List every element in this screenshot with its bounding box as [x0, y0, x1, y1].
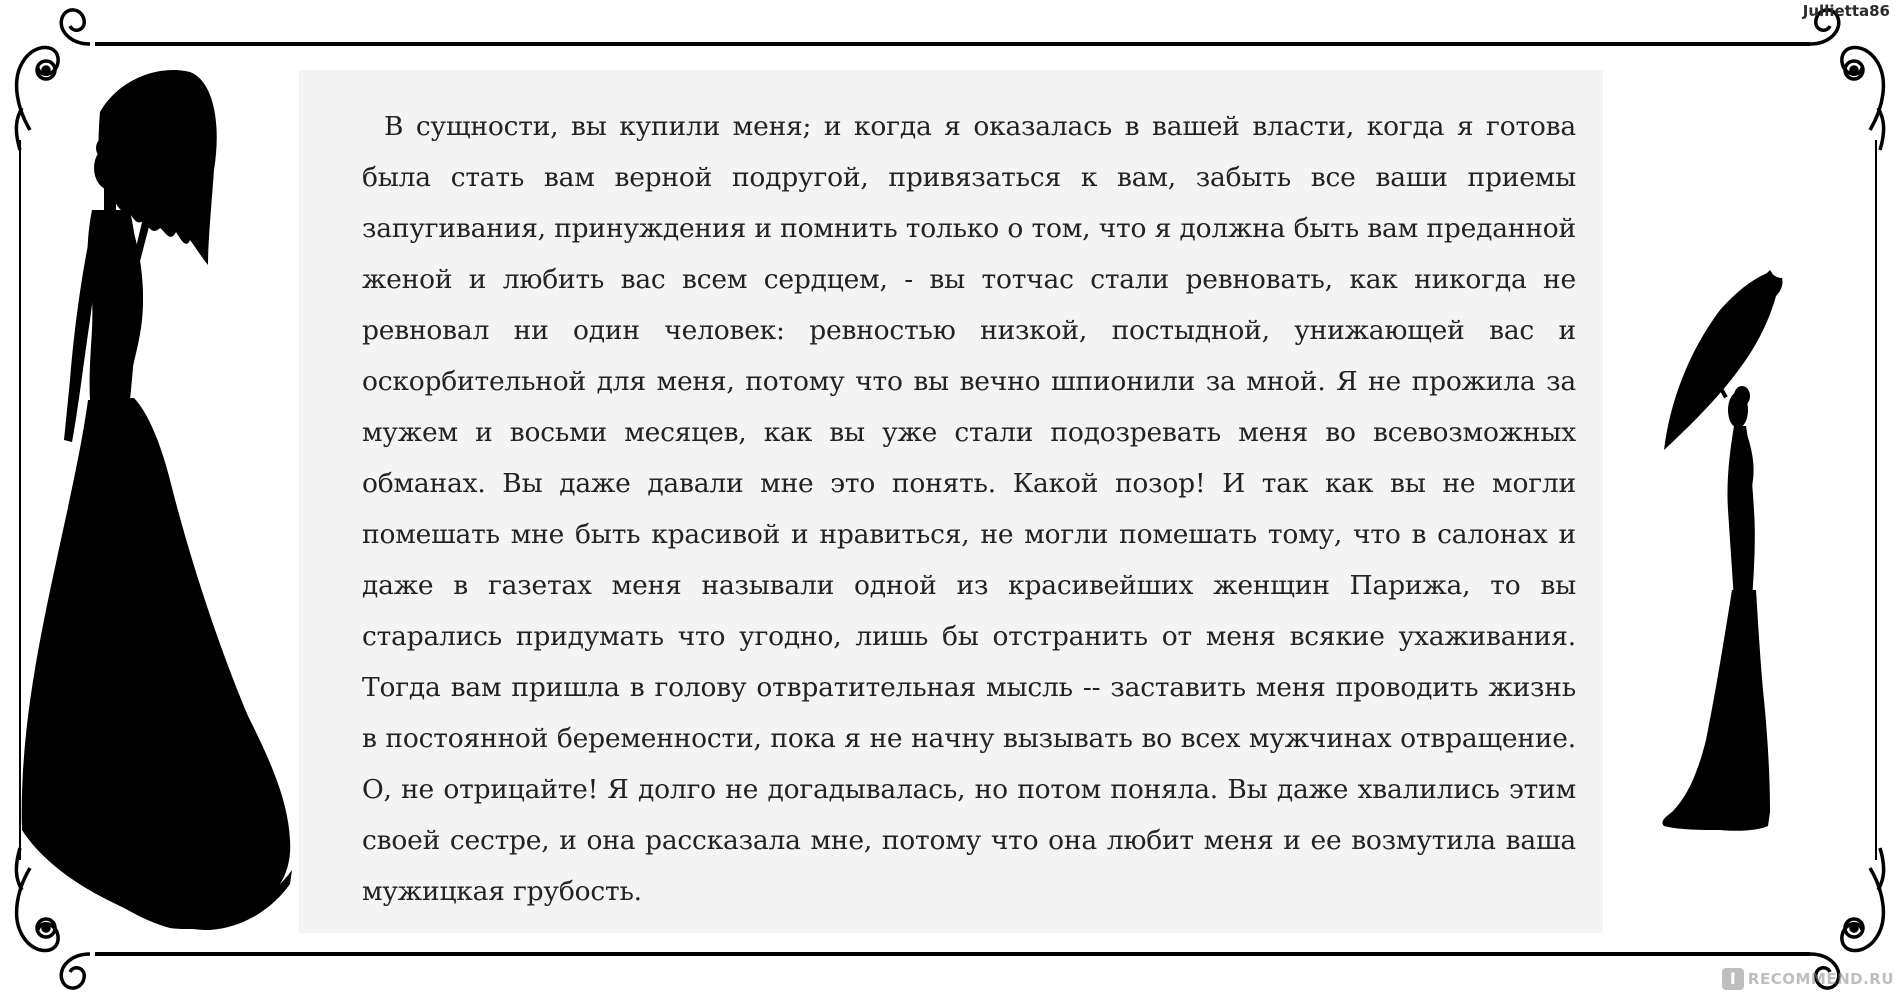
watermark-text: RECOMMEND.RU [1747, 970, 1894, 988]
corner-flourish-top-left [16, 10, 90, 150]
username-label[interactable]: Jullietta86 [1802, 2, 1890, 20]
recommend-logo-icon: I [1722, 968, 1744, 990]
corner-flourish-top-right [1810, 10, 1884, 150]
text-panel [299, 70, 1603, 933]
left-woman-silhouette [22, 70, 292, 930]
right-woman-silhouette [1662, 270, 1782, 831]
book-passage: В сущности, вы купили меня; и когда я оказалась в вашей власти, когда я готова была стать вам верной подругой, привязаться к вам, забыть все ваши приемы запугивания, принуждения и помнить только о том, что я должна быть вам преданной женой и любить вас всем сердцем, - вы тотчас стали ревновать, как никогда не ревновал ни один человек: ревностью низкой, постыдной, унижающей вас и оскорбительной для меня, потому что вы вечно шпионили за мной. Я не прожила за мужем и восьми месяцев, как вы уже стали подозревать меня во всевозможных обманах. Вы даже давали мне это понять. Какой позор! И так как вы не могли помешать мне быть красивой и нравиться, не могли помешать тому, что в салонах и даже в газетах меня называли одной из красивейших женщин Парижа, то вы старались придумать что угодно, лишь бы отстранить от меня всякие ухаживания. Тогда вам пришла в голову отвратительная мысль -- заставить меня проводить жизнь в постоянной беременности, пока я не начну вызывать во всех мужчинах отвращение. О, не отрицайте! Я долго не догадывалась, но потом поняла. Вы даже хвалились этим своей сестре, и она рассказала мне, потому что она любит меня и ее возмутила ваша мужицкая грубость. [362, 111, 1576, 907]
site-watermark [1722, 968, 1894, 990]
